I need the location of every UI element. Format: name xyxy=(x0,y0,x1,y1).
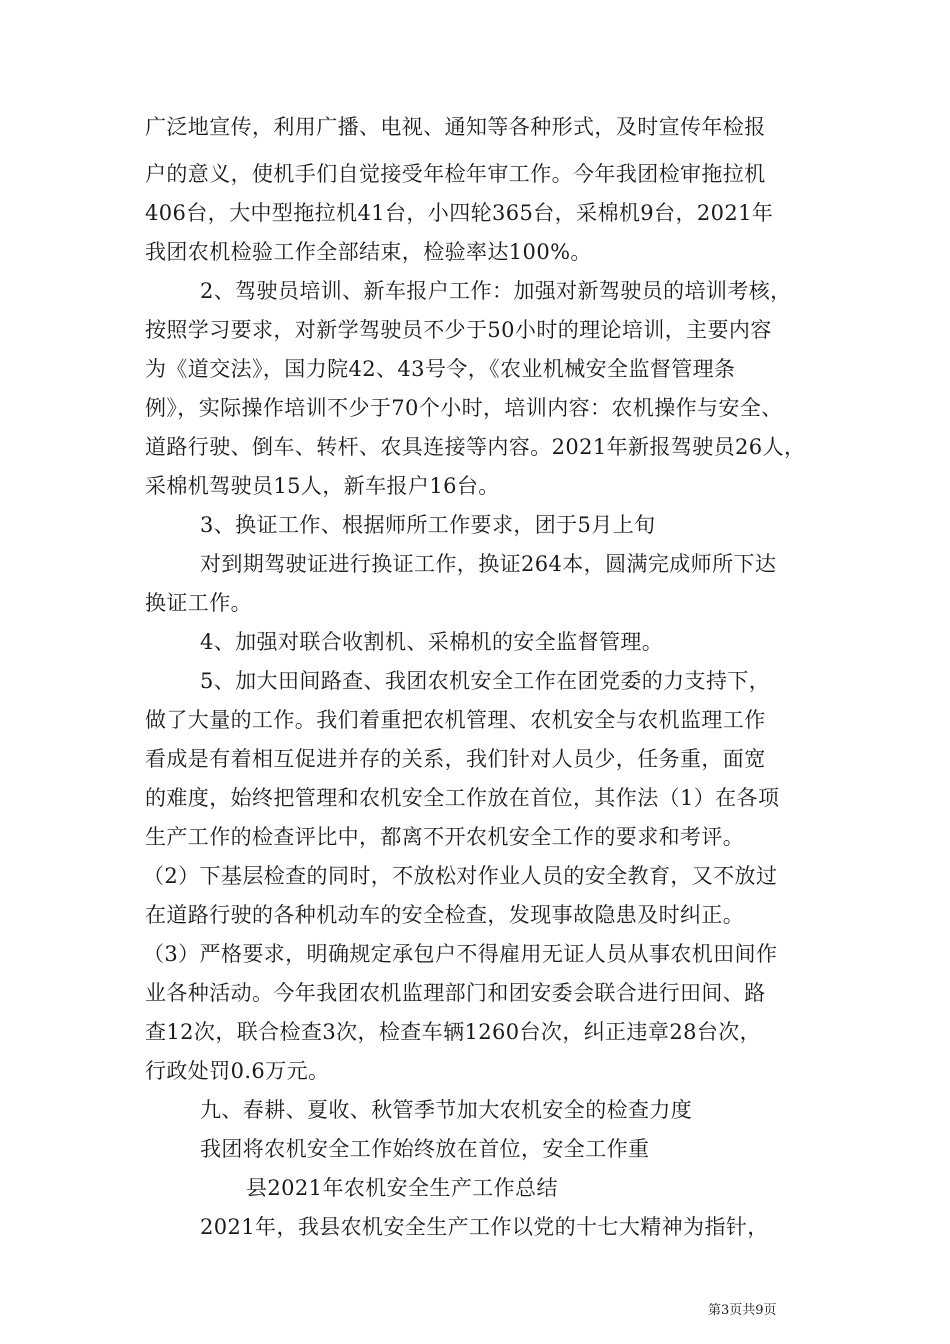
text-line: 2021年，我县农机安全生产工作以党的十七大精神为指针， xyxy=(200,1215,769,1239)
text-line: 换证工作。 xyxy=(145,591,252,615)
text-line: 做了大量的工作。我们着重把农机管理、农机安全与农机监理工作 xyxy=(145,708,766,732)
text-line: 按照学习要求，对新学驾驶员不少于50小时的理论培训，主要内容 xyxy=(145,318,772,342)
text-line: 行政处罚0.6万元。 xyxy=(145,1059,330,1083)
text-line: 我团将农机安全工作始终放在首位，安全工作重 xyxy=(200,1137,650,1161)
text-line: 采棉机驾驶员15人，新车报户16台。 xyxy=(145,474,500,498)
text-line: 九、春耕、夏收、秋管季节加大农机安全的检查力度 xyxy=(200,1098,693,1122)
document-title: 县2021年农机安全生产工作总结 xyxy=(246,1176,558,1200)
text-line: 业各种活动。今年我团农机监理部门和团安委会联合进行田间、路 xyxy=(145,981,766,1005)
text-line: 2、驾驶员培训、新车报户工作：加强对新驾驶员的培训考核， xyxy=(200,279,792,303)
text-line: 406台，大中型拖拉机41台，小四轮365台，采棉机9台，2021年 xyxy=(145,201,774,225)
text-line: （2）下基层检查的同时，不放松对作业人员的安全教育，又不放过 xyxy=(143,864,778,888)
text-line: 我团农机检验工作全部结束，检验率达100%。 xyxy=(145,240,592,264)
text-line: （3）严格要求，明确规定承包户不得雇用无证人员从事农机田间作 xyxy=(143,942,778,966)
text-line: 在道路行驶的各种机动车的安全检查，发现事故隐患及时纠正。 xyxy=(145,903,745,927)
text-line: 5、加大田间路查、我团农机安全工作在团党委的力支持下， xyxy=(200,669,771,693)
text-line: 对到期驾驶证进行换证工作，换证264本，圆满完成师所下达 xyxy=(200,552,777,576)
text-line: 例》，实际操作培训不少于70个小时，培训内容：农机操作与安全、 xyxy=(145,396,783,420)
text-line: 4、加强对联合收割机、采棉机的安全监督管理。 xyxy=(200,630,664,654)
text-line: 3、换证工作、根据师所工作要求，团于5月上旬 xyxy=(200,513,656,537)
text-line: 道路行驶、倒车、转杆、农具连接等内容。2021年新报驾驶员26人， xyxy=(145,435,806,459)
text-line: 户的意义，使机手们自觉接受年检年审工作。今年我团检审拖拉机 xyxy=(145,162,766,186)
text-line: 生产工作的检查评比中，都离不开农机安全工作的要求和考评。 xyxy=(145,825,745,849)
text-line: 的难度，始终把管理和农机安全工作放在首位，其作法（1）在各项 xyxy=(145,786,780,810)
page-number: 第3页共9页 xyxy=(708,1303,777,1318)
text-line: 为《道交法》，国力院42、43号令，《农业机械安全监督管理条 xyxy=(145,357,736,381)
text-line: 查12次，联合检查3次，检查车辆1260台次，纠正违章28台次， xyxy=(145,1020,762,1044)
text-line: 广泛地宣传，利用广播、电视、通知等各种形式，及时宣传年检报 xyxy=(145,115,766,139)
text-line: 看成是有着相互促进并存的关系，我们针对人员少，任务重，面宽 xyxy=(145,747,766,771)
